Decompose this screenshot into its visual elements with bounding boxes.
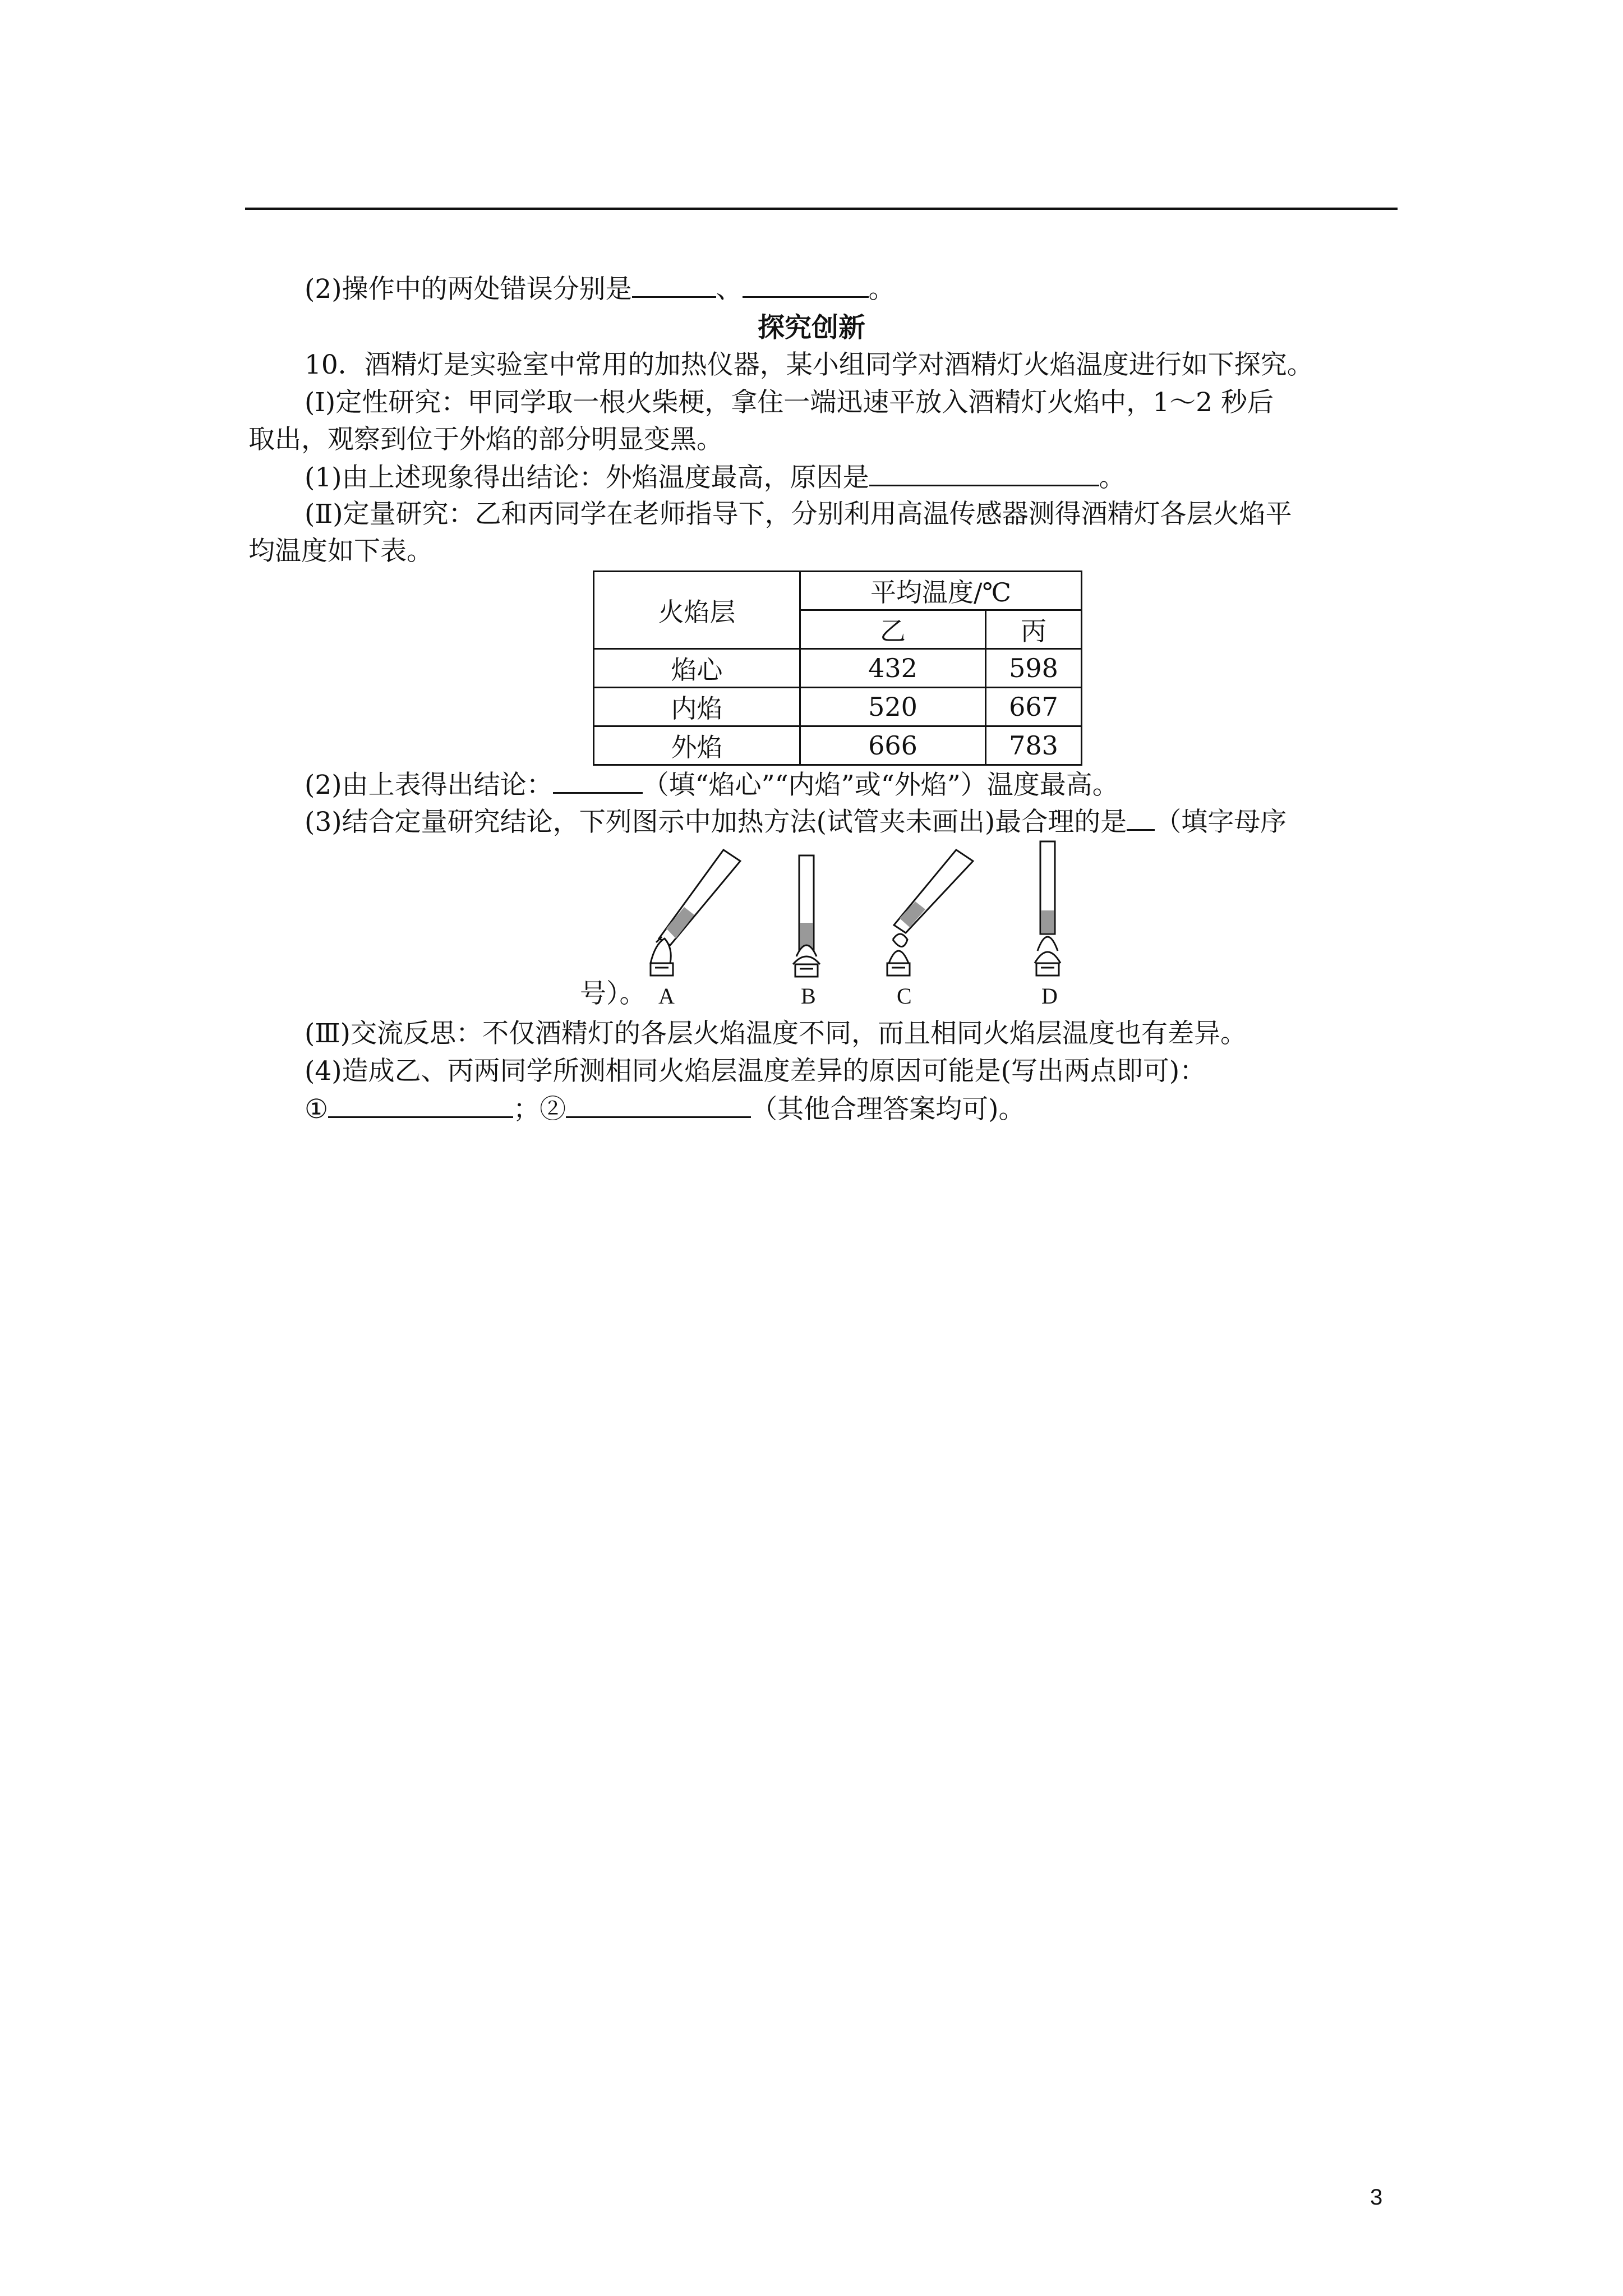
table-row [594, 688, 1082, 726]
q10-q3-prefix: (3)结合定量研究结论，下列图示中加热方法(试管夹未画出)最合理的是 [305, 807, 1127, 838]
header-rule [245, 208, 1398, 210]
answer-blank[interactable] [566, 1092, 751, 1118]
q10-part1-line2: 取出，观察到位于外焰的部分明显变黑。 [248, 424, 723, 455]
table-cell-layer: 内焰 [594, 688, 800, 726]
q10-part2-line1: (Ⅱ)定量研究：乙和丙同学在老师指导下，分别利用高温传感器测得酒精灯各层火焰平 [305, 499, 1292, 530]
q9-part2-suffix: 。 [868, 274, 895, 305]
table-cell-layer: 焰心 [594, 649, 800, 688]
page-number: 3 [1370, 2185, 1383, 2210]
answer-blank[interactable] [1127, 804, 1155, 831]
q10-part3: (Ⅲ)交流反思：不仅酒精灯的各层火焰温度不同，而且相同火焰层温度也有差异。 [305, 1018, 1247, 1049]
option-label-c: C [897, 983, 912, 1009]
table-cell-bing: 598 [986, 649, 1082, 688]
q10-q3-suffix: （填字母序 [1155, 807, 1287, 838]
q10-q4: (4)造成乙、丙两同学所测相同火焰层温度差异的原因可能是(写出两点即可)： [305, 1056, 1206, 1087]
option-c-diagram [887, 850, 973, 976]
q10-q2-prefix: (2)由上表得出结论： [305, 770, 553, 800]
circled-two-sep: ；② [513, 1094, 566, 1125]
q9-part2-sep: 、 [716, 274, 743, 305]
table-cell-bing: 667 [986, 688, 1082, 726]
q10-q2-suffix: （填“焰心”“内焰”或“外焰”）温度最高。 [642, 770, 1119, 800]
circled-one: ① [305, 1094, 329, 1125]
table-cell-yi: 432 [800, 649, 986, 688]
option-label-d: D [1041, 983, 1058, 1009]
table-cell-layer: 外焰 [594, 726, 800, 765]
option-label-a: A [658, 983, 675, 1009]
table-col-yi: 乙 [800, 610, 986, 649]
q10-part1-line1: (Ⅰ)定性研究：甲同学取一根火柴梗，拿住一端迅速平放入酒精灯火焰中，1～2 秒后 [305, 387, 1274, 418]
option-b-diagram [793, 855, 820, 977]
q10-intro: 10．酒精灯是实验室中常用的加热仪器，某小组同学对酒精灯火焰温度进行如下探究。 [305, 349, 1313, 380]
table-cell-bing: 783 [986, 726, 1082, 765]
answer-blank[interactable] [328, 1092, 513, 1118]
table-col-group: 平均温度/℃ [800, 572, 1082, 610]
q10-q2-line [305, 767, 1119, 803]
q10-q1-suffix: 。 [1099, 462, 1126, 493]
table-cell-yi: 520 [800, 688, 986, 726]
q10-q3-end: 号）。 [580, 978, 646, 1009]
table-row [594, 726, 1082, 765]
q10-q1-prefix: (1)由上述现象得出结论：外焰温度最高，原因是 [305, 462, 869, 493]
q10-part2-line2: 均温度如下表。 [248, 536, 433, 567]
answer-blank[interactable] [553, 767, 643, 794]
q9-part2-line [305, 272, 895, 307]
option-label-b: B [801, 983, 816, 1009]
q10-q1-line [305, 460, 1126, 495]
table-row [594, 649, 1082, 688]
section-title: 探究创新 [757, 312, 865, 343]
option-a-diagram [651, 850, 740, 976]
answer-blank[interactable] [632, 272, 716, 298]
q10-q4-answer-line [305, 1092, 1025, 1127]
table-col-bing: 丙 [986, 610, 1082, 649]
option-d-diagram [1035, 841, 1061, 976]
table-cell-yi: 666 [800, 726, 986, 765]
q10-q4-suffix: （其他合理答案均可)。 [751, 1094, 1025, 1125]
flame-temperature-table [593, 570, 1082, 766]
table-row-header: 火焰层 [594, 572, 800, 649]
q10-q3-line [305, 804, 1287, 840]
heating-methods-figure [623, 839, 1105, 979]
q9-part2-prefix: (2)操作中的两处错误分别是 [305, 274, 632, 305]
answer-blank[interactable] [743, 272, 869, 298]
answer-blank[interactable] [869, 460, 1099, 486]
